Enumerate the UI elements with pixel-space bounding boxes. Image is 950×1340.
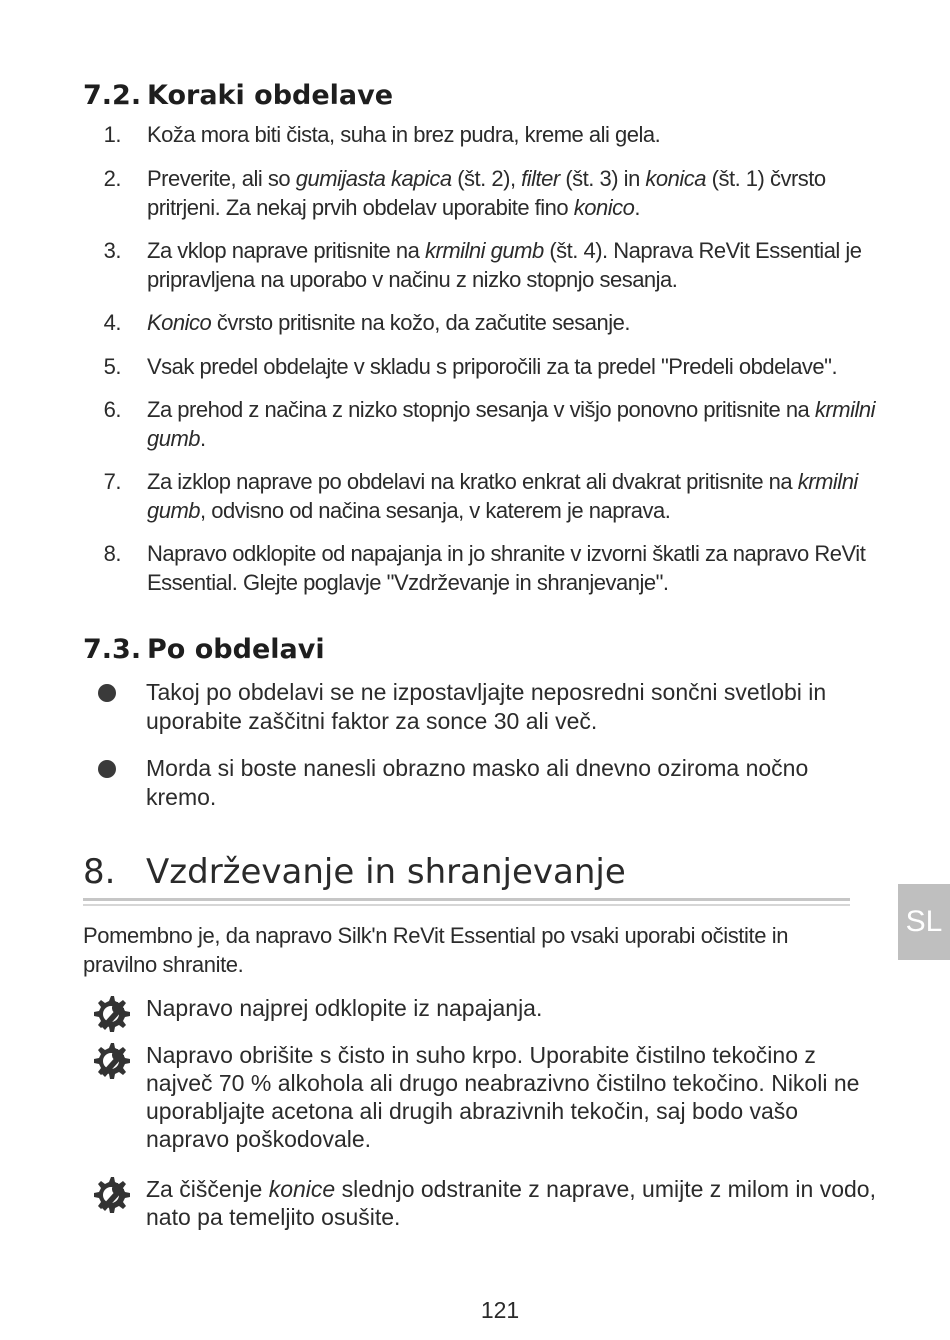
heading-divider [83, 898, 850, 901]
section-7-2-heading [83, 80, 393, 111]
language-code: SL [905, 905, 943, 938]
text-run: Za prehod z načina z nizko stopnjo sesanja v višjo ponovno pritisnite na [147, 397, 815, 422]
step-number: 1. [103, 122, 121, 147]
text-run: Vsak predel obdelajte v skladu s priporočili za ta predel "Predeli obdelave". [147, 354, 838, 379]
text-run: Koža mora biti čista, suha in brez pudra, kreme ali gela. [147, 122, 661, 147]
maintenance-tools-icon [89, 992, 133, 1036]
text-run: Preverite, ali so [147, 166, 296, 191]
chapter-intro: Pomembno je, da napravo Silk'n ReVit Essential po vsaki uporabi očistite in pravilno shranite. [83, 923, 789, 977]
maintenance-tools-icon [89, 1039, 133, 1083]
emphasized-term: konico [573, 195, 635, 220]
bullet-text: Takoj po obdelavi se ne izpostavljajte neposredni sončni svetlobi in uporabite zaščitni faktor za sonce 30 ali več. [146, 679, 827, 734]
emphasized-term: krmilni gumb [147, 469, 858, 523]
text-run: Za čiščenje [146, 1176, 269, 1202]
chapter-title: Vzdrževanje in shranjevanje [146, 852, 626, 892]
section-number: 7.3. [83, 634, 142, 665]
step-text [147, 539, 877, 597]
step-number: 8. [103, 541, 121, 566]
text-run: (št. 4). Naprava ReVit Essential je pripravljena na uporabo v načinu z nizko stopnjo sesanja. [147, 238, 862, 292]
step-number: 6. [103, 397, 121, 422]
emphasized-term: konice [268, 1176, 336, 1202]
maintenance-text [146, 994, 876, 1022]
chapter-number: 8. [83, 852, 116, 892]
emphasized-term: gumijasta kapica [295, 166, 452, 191]
text-run: Napravo obrišite s čisto in suho krpo. Uporabite čistilno tekočino z največ 70 % alkohola ali drugo neabrazivno čistilno tekočino. Nikoli ne uporabljajte acetona ali drugih abrazivnih tekočin, saj bodo vašo napravo poškodovale. [146, 1042, 860, 1152]
maintenance-tools-icon [89, 1173, 133, 1217]
section-title: Koraki obdelave [147, 80, 394, 111]
maintenance-text [146, 1175, 876, 1231]
bullet-dot-icon [98, 684, 116, 702]
step-number: 2. [103, 166, 121, 191]
chapter-8-heading [83, 852, 626, 892]
step-number: 5. [103, 354, 121, 379]
step-text [147, 467, 877, 525]
page-number [0, 1297, 950, 1324]
step-number: 3. [103, 238, 121, 263]
step-number: 4. [103, 310, 121, 335]
emphasized-term: Konico [147, 310, 212, 335]
text-run: Za izklop naprave po obdelavi na kratko enkrat ali dvakrat pritisnite na [147, 469, 798, 494]
text-run: (št. 3) in [559, 166, 646, 191]
text-run: Za vklop naprave pritisnite na [147, 238, 425, 263]
text-run: Napravo najprej odklopite iz napajanja. [146, 995, 543, 1021]
step-text [147, 236, 877, 294]
text-run: (št. 1) čvrsto pritrjeni. Za nekaj prvih obdelav uporabite fino [147, 166, 826, 220]
emphasized-term: krmilni gumb [425, 238, 544, 263]
section-number: 7.2. [83, 80, 142, 111]
section-7-3-heading [83, 634, 325, 665]
heading-divider [83, 904, 850, 906]
text-run: Napravo odklopite od napajanja in jo shranite v izvorni škatli za napravo ReVit Essential. Glejte poglavje "Vzdrževanje in shranjevanje". [147, 541, 866, 595]
text-run: (št. 2), [451, 166, 522, 191]
text-run: , odvisno od načina sesanja, v katerem je naprava. [200, 498, 671, 523]
text-run: . [200, 426, 206, 451]
step-text [147, 164, 877, 222]
step-text [147, 120, 877, 149]
emphasized-term: filter [521, 166, 560, 191]
section-title: Po obdelavi [147, 634, 325, 665]
step-text [147, 395, 877, 453]
text-run: . [634, 195, 640, 220]
bullet-dot-icon [98, 760, 116, 778]
maintenance-text [146, 1041, 876, 1153]
page-number-text: 121 [480, 1297, 520, 1323]
emphasized-term: krmilni gumb [147, 397, 875, 451]
step-text [147, 352, 877, 381]
emphasized-term: konica [645, 166, 707, 191]
bullet-text: Morda si boste nanesli obrazno masko ali dnevno oziroma nočno kremo. [146, 755, 809, 810]
text-run: čvrsto pritisnite na kožo, da začutite sesanje. [211, 310, 630, 335]
step-number: 7. [103, 469, 121, 494]
step-text [147, 308, 877, 337]
language-tab [898, 884, 950, 960]
text-run: slednjo odstranite z naprave, umijte z milom in vodo, nato pa temeljito osušite. [146, 1176, 876, 1230]
